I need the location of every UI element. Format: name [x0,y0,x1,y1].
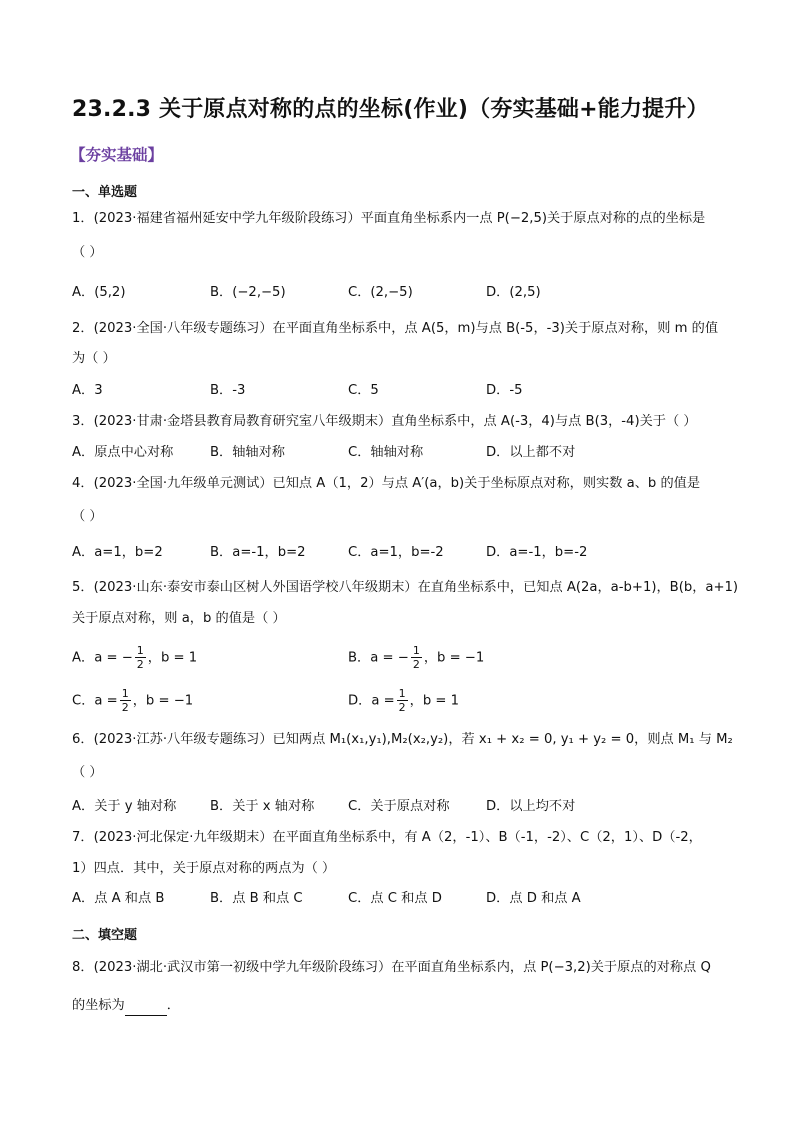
question-6-option-d: D．以上均不对 [486,799,576,814]
question-7-stem-cont: 1）四点．其中，关于原点对称的两点为（ ） [72,861,336,876]
question-1-option-a: A．(5,2) [72,285,126,300]
option-a-suffix: ，b = 1 [147,650,198,666]
question-4-option-a: A．a=1，b=2 [72,545,163,560]
fraction [411,644,422,671]
question-1-option-c: C．(2,−5) [348,285,413,300]
question-2-option-b: B．-3 [210,383,246,398]
question-1-paren: （ ） [72,245,103,260]
question-3-option-b: B．轴轴对称 [210,445,285,460]
question-7-option-d: D．点 D 和点 A [486,891,581,906]
fraction-denominator: 2 [398,701,406,714]
fraction-numerator: 1 [121,687,129,700]
question-4-option-c: C．a=1，b=-2 [348,545,444,560]
option-a-prefix: A．a = − [72,650,133,666]
question-3-option-a: A．原点中心对称 [72,445,174,460]
fraction-numerator: 1 [412,644,420,657]
option-c-prefix: C．a = [72,693,118,709]
question-7-option-a: A．点 A 和点 B [72,891,165,906]
fraction [397,687,408,714]
fraction [135,644,146,671]
question-8-stem-cont [72,996,180,1016]
section-tag: 【夯实基础】 [70,146,164,164]
section-heading-single-choice: 一、单选题 [72,185,138,200]
fraction-denominator: 2 [121,701,129,714]
question-7-stem: 7．(2023·河北保定·九年级期末）在平面直角坐标系中，有 A（2，-1）、B（-1，-2）、C（2，1）、D（-2， [72,830,702,845]
question-5-stem: 5．(2023·山东·泰安市泰山区树人外国语学校八年级期末）在直角坐标系中，已知点 A(2a，a-b+1)，B(b，a+1) [72,580,739,595]
question-4-option-b: B．a=-1，b=2 [210,545,306,560]
question-8-stem: 8．(2023·湖北·武汉市第一初级中学九年级阶段练习）在平面直角坐标系内，点 P(−3,2)关于原点的对称点 Q [72,960,711,975]
question-7-option-b: B．点 B 和点 C [210,891,303,906]
question-5-option-d [348,687,459,714]
question-6-option-b: B．关于 x 轴对称 [210,799,315,814]
question-3-option-d: D．以上都不对 [486,445,576,460]
question-1-stem: 1．(2023·福建省福州延安中学九年级阶段练习）平面直角坐标系内一点 P(−2,5)关于原点对称的点的坐标是 [72,211,706,226]
question-4-option-d: D．a=-1，b=-2 [486,545,588,560]
fraction-denominator: 2 [136,658,144,671]
option-b-suffix: ，b = −1 [423,650,485,666]
page-title: 23.2.3 关于原点对称的点的坐标(作业)（夯实基础+能力提升） [72,97,709,122]
option-d-prefix: D．a = [348,693,395,709]
question-5-option-c [72,687,193,714]
question-5-option-b [348,644,484,671]
question-7-option-c: C．点 C 和点 D [348,891,442,906]
question-1-option-d: D．(2,5) [486,285,541,300]
fraction-numerator: 1 [136,644,144,657]
question-3-option-c: C．轴轴对称 [348,445,424,460]
question-5-option-a [72,644,197,671]
question-6-paren: （ ） [72,765,103,780]
question-2-option-a: A．3 [72,383,103,398]
fraction [120,687,131,714]
option-c-suffix: ，b = −1 [132,693,194,709]
question-1-option-b: B．(−2,−5) [210,285,286,300]
option-d-suffix: ，b = 1 [409,693,460,709]
section-heading-fill-blank: 二、填空题 [72,928,138,943]
question-2-option-d: D．-5 [486,383,523,398]
fraction-numerator: 1 [398,687,406,700]
fraction-denominator: 2 [412,658,420,671]
question-2-stem: 2．(2023·全国·八年级专题练习）在平面直角坐标系中，点 A(5，m)与点 B(-5，-3)关于原点对称，则 m 的值 [72,321,719,336]
question-2-paren: 为（ ） [72,351,116,366]
question-2-option-c: C．5 [348,383,379,398]
question-3-stem: 3．(2023·甘肃·金塔县教育局教育研究室八年级期末）直角坐标系中，点 A(-3，4)与点 B(3，-4)关于（ ） [72,414,697,429]
answer-suffix: ． [166,998,180,1013]
answer-blank[interactable] [125,1001,167,1016]
question-6-option-c: C．关于原点对称 [348,799,450,814]
option-b-prefix: B．a = − [348,650,409,666]
question-6-option-a: A．关于 y 轴对称 [72,799,177,814]
question-4-stem: 4．(2023·全国·九年级单元测试）已知点 A（1，2）与点 A′(a，b)关于坐标原点对称，则实数 a、b 的值是 [72,476,701,491]
question-4-paren: （ ） [72,509,103,524]
answer-prefix: 的坐标为 [72,998,125,1013]
question-6-stem: 6．(2023·江苏·八年级专题练习）已知两点 M₁(x₁,y₁),M₂(x₂,y₂)，若 x₁ + x₂ = 0, y₁ + y₂ = 0，则点 M₁ 与 M₂ [72,732,733,747]
question-5-stem-cont: 关于原点对称，则 a，b 的值是（ ） [72,611,286,626]
